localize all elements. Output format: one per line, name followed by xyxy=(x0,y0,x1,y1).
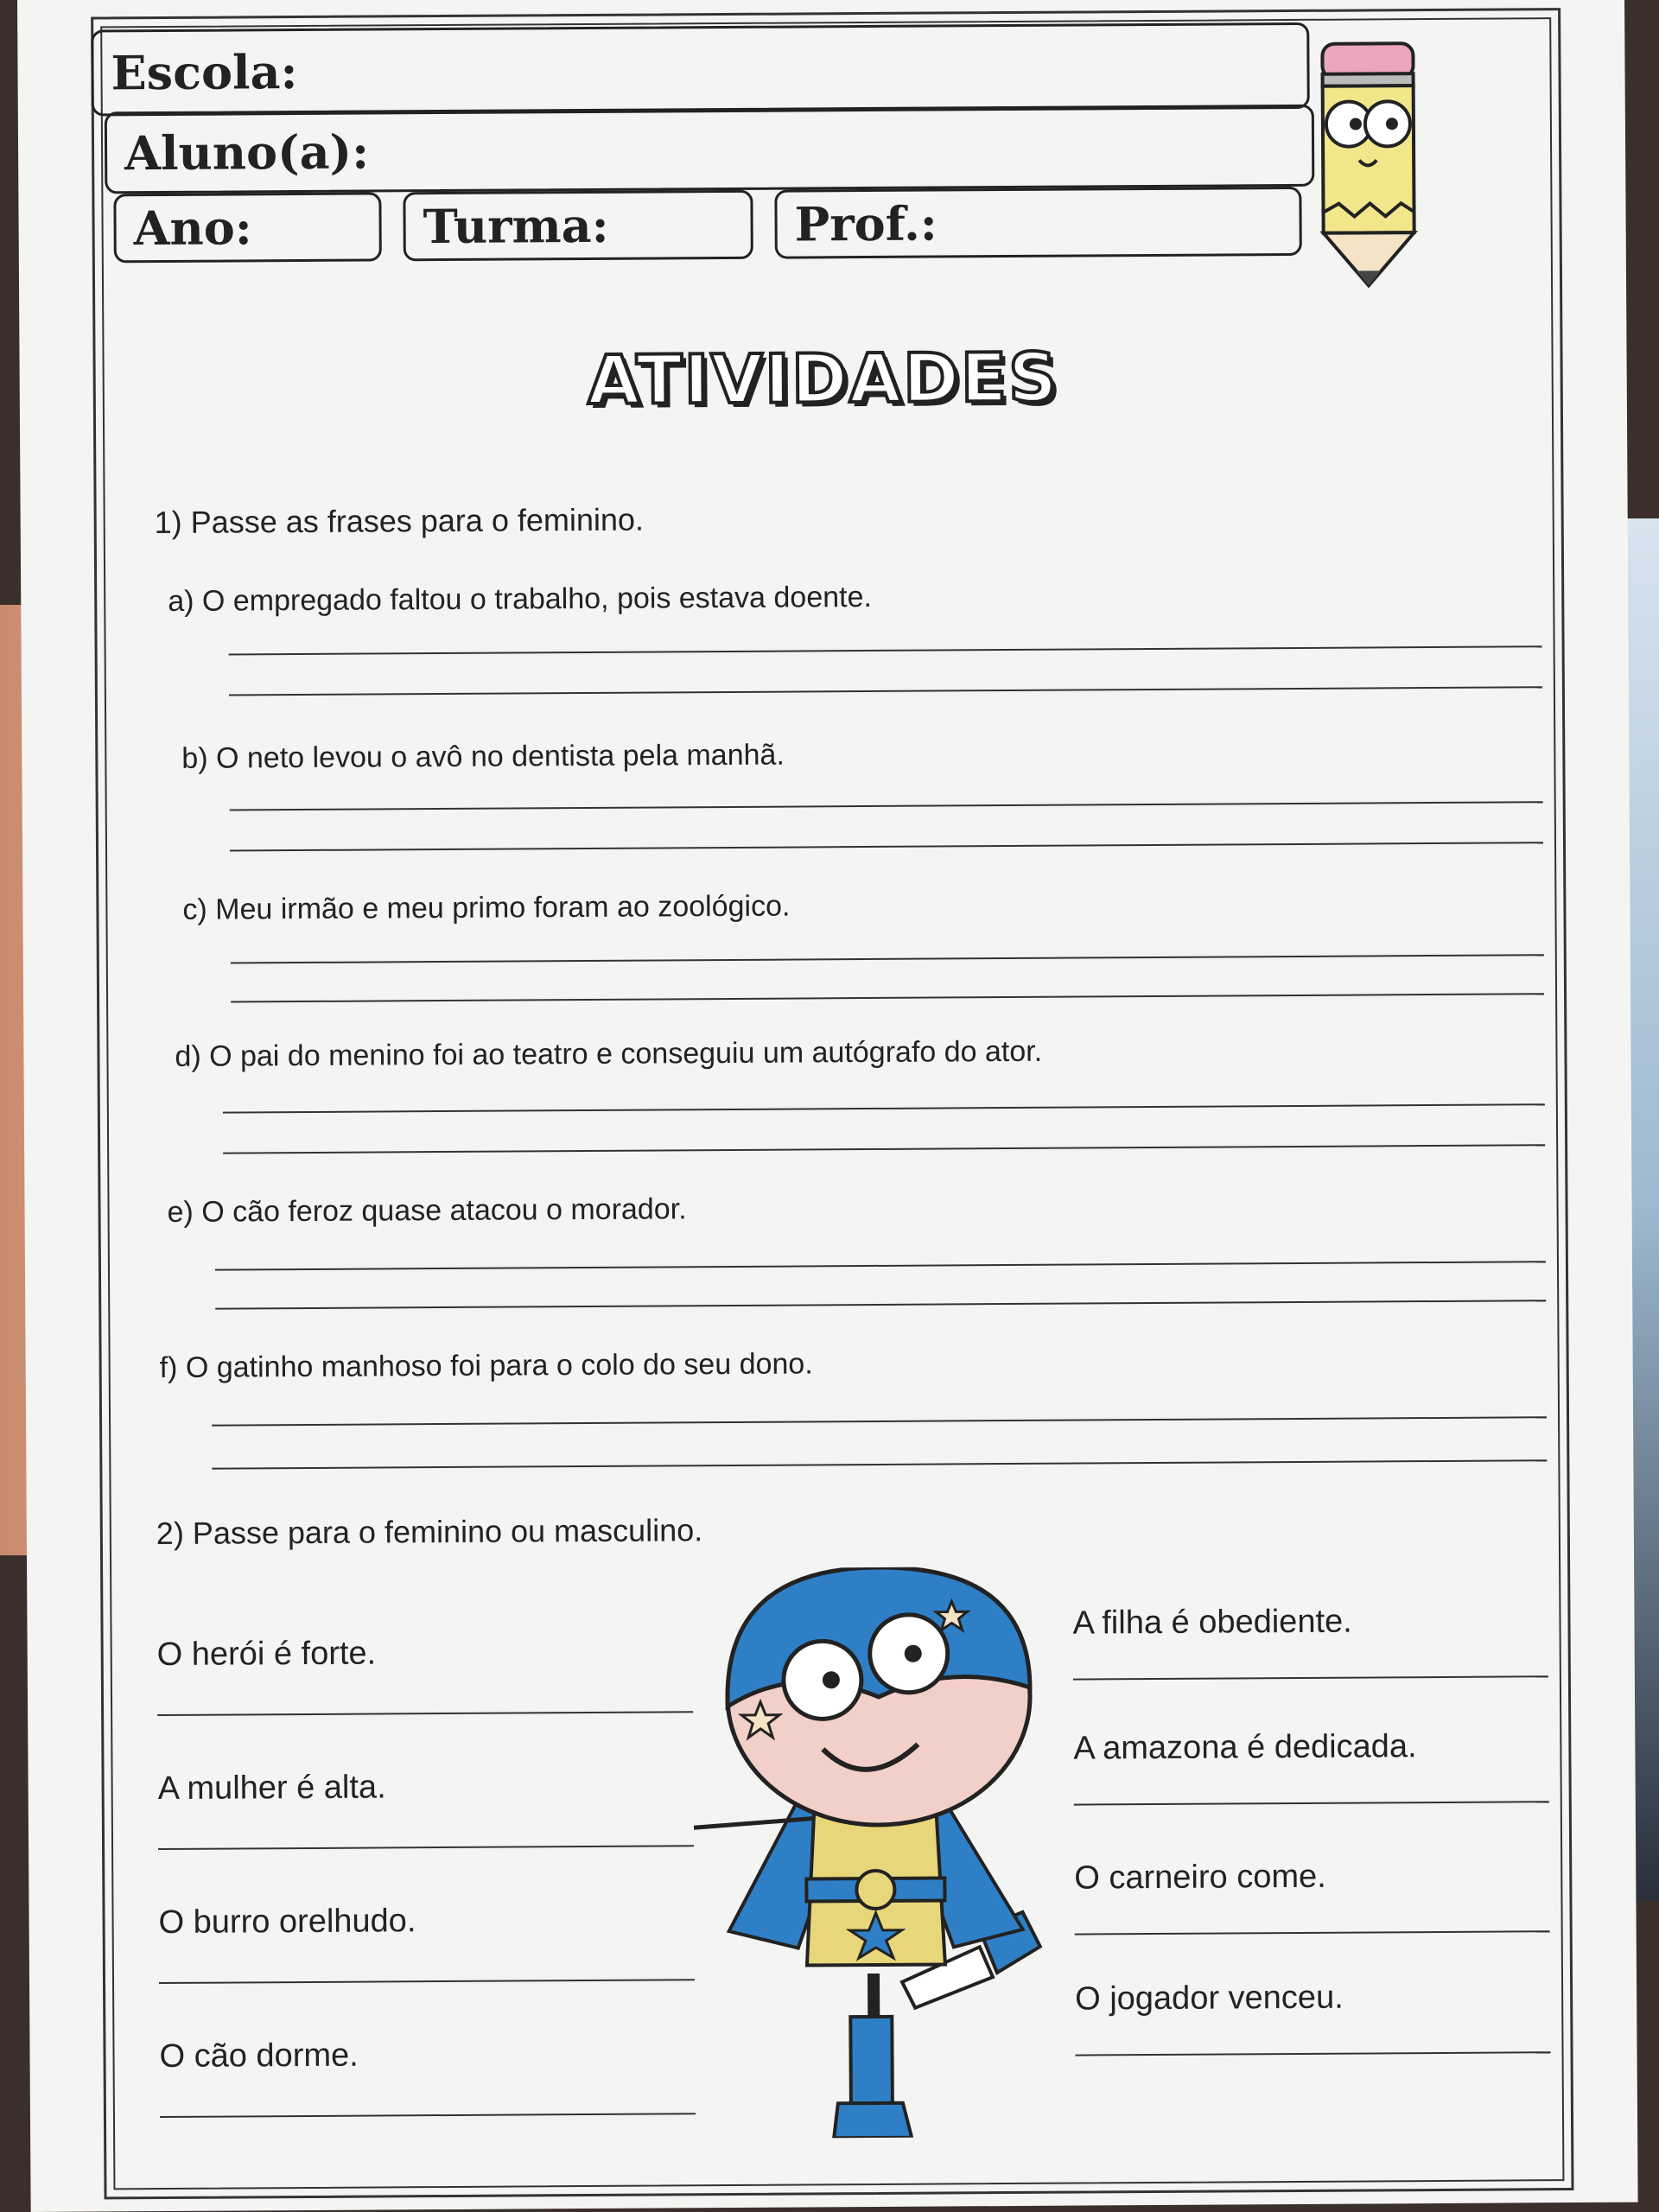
q2-right-3: O carneiro come. xyxy=(1074,1858,1326,1897)
q1-item-f: f) O gatinho manhoso foi para o colo do seu dono. xyxy=(159,1347,813,1385)
superhero-kid-illustration xyxy=(692,1566,1102,2139)
q1-item-e: e) O cão feroz quase atacou o morador. xyxy=(167,1192,687,1229)
q1-item-d: d) O pai do menino foi ao teatro e conseguiu um autógrafo do ator. xyxy=(175,1034,1043,1073)
student-field[interactable] xyxy=(105,105,1315,194)
q1-item-b: b) O neto levou o avô no dentista pela manhã. xyxy=(181,738,785,775)
year-field[interactable] xyxy=(113,192,381,263)
q2-left-2: A mulher é alta. xyxy=(157,1769,386,1808)
q2-right-1: A filha é obediente. xyxy=(1072,1603,1352,1642)
question-1-prompt: 1) Passe as frases para o feminino. xyxy=(154,501,645,541)
class-field[interactable] xyxy=(403,190,753,261)
student-label: Aluno(a): xyxy=(124,124,370,181)
page-title: ATIVIDADES xyxy=(587,339,1059,420)
q2-right-4: O jogador venceu. xyxy=(1075,1979,1344,2018)
class-label: Turma: xyxy=(423,197,609,255)
q1-item-c: c) Meu irmão e meu primo foram ao zoológico. xyxy=(182,889,791,926)
teacher-label: Prof.: xyxy=(794,195,938,252)
question-2-prompt: 2) Passe para o feminino ou masculino. xyxy=(156,1512,703,1552)
school-field[interactable] xyxy=(91,22,1310,117)
q2-left-4: O cão dorme. xyxy=(159,2037,359,2075)
school-label: Escola: xyxy=(111,44,298,101)
teacher-field[interactable] xyxy=(774,187,1301,259)
worksheet xyxy=(17,0,1638,2212)
year-label: Ano: xyxy=(133,200,252,257)
q2-left-1: O herói é forte. xyxy=(156,1635,377,1674)
q2-left-3: O burro orelhudo. xyxy=(158,1903,416,1942)
q2-right-2: A amazona é dedicada. xyxy=(1073,1728,1417,1767)
pencil-mascot-icon xyxy=(1313,39,1427,290)
q1-item-a: a) O empregado faltou o trabalho, pois estava doente. xyxy=(168,580,872,618)
